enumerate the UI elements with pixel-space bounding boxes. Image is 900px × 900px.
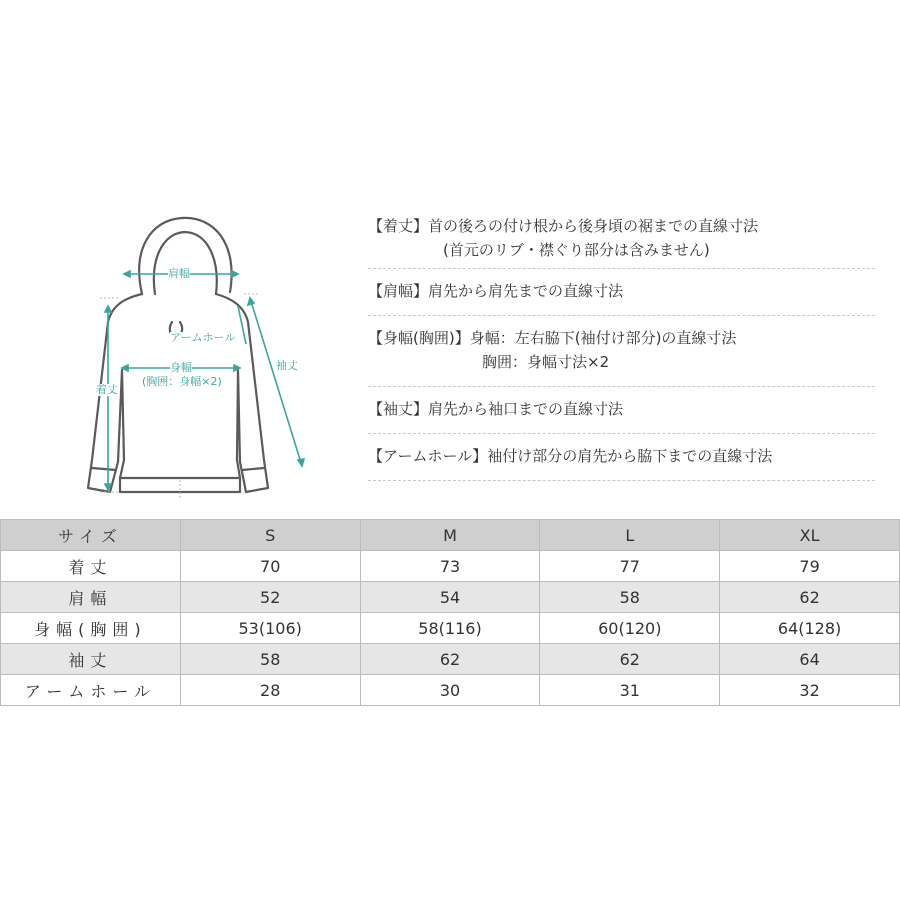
table-cell: 62 <box>720 582 900 613</box>
note-subtext: (首元のリブ・襟ぐり部分は含みません) <box>443 241 710 259</box>
table-cell: 62 <box>540 644 720 675</box>
label-armhole: アームホール <box>170 331 236 344</box>
note-text: 肩先から肩先までの直線寸法 <box>428 282 624 300</box>
note-text: 袖付け部分の肩先から脇下までの直線寸法 <box>487 447 773 465</box>
row-label: 袖丈 <box>1 644 181 675</box>
note-key: 【着丈】 <box>368 217 429 235</box>
table-row <box>1 613 900 644</box>
header-s: S <box>180 520 360 551</box>
table-cell: 32 <box>720 675 900 706</box>
row-label: 肩幅 <box>1 582 181 613</box>
hoodie-diagram <box>80 210 325 500</box>
table-cell: 73 <box>360 551 540 582</box>
label-body-width-note: (胸囲：身幅×2) <box>142 375 222 388</box>
table-cell: 28 <box>180 675 360 706</box>
row-label: 着丈 <box>1 551 181 582</box>
note-text: 身幅：左右脇下(袖付け部分)の直線寸法 <box>469 329 737 347</box>
table-cell: 64(128) <box>720 613 900 644</box>
table-cell: 31 <box>540 675 720 706</box>
size-table <box>0 519 900 706</box>
label-body-width: 身幅 <box>170 361 192 374</box>
note-key: 【袖丈】 <box>368 400 429 418</box>
hood-inner <box>154 232 217 294</box>
hoodie-illustration <box>80 210 325 500</box>
row-label: アームホール <box>1 675 181 706</box>
label-length: 着丈 <box>96 383 118 396</box>
note-subtext: 胸囲：身幅寸法×2 <box>482 353 610 371</box>
table-cell: 77 <box>540 551 720 582</box>
table-cell: 60(120) <box>540 613 720 644</box>
table-cell: 58(116) <box>360 613 540 644</box>
header-m: M <box>360 520 540 551</box>
note-length <box>368 210 875 268</box>
note-text: 首の後ろの付け根から後身頃の裾までの直線寸法 <box>428 217 759 235</box>
table-header-row <box>1 520 900 551</box>
table-cell: 62 <box>360 644 540 675</box>
note-key: 【アームホール】 <box>368 447 488 465</box>
table-row <box>1 551 900 582</box>
note-key: 【肩幅】 <box>368 282 429 300</box>
table-cell: 64 <box>720 644 900 675</box>
table-cell: 53(106) <box>180 613 360 644</box>
header-size: サイズ <box>1 520 181 551</box>
table-row <box>1 582 900 613</box>
note-key: 【身幅(胸囲)】 <box>368 329 470 347</box>
table-cell: 30 <box>360 675 540 706</box>
table-row <box>1 644 900 675</box>
label-shoulder: 肩幅 <box>168 267 190 280</box>
note-body-width <box>368 316 875 386</box>
note-shoulder <box>368 269 875 315</box>
table-cell: 54 <box>360 582 540 613</box>
note-sleeve <box>368 387 875 433</box>
table-cell: 70 <box>180 551 360 582</box>
table-row <box>1 675 900 706</box>
table-cell: 79 <box>720 551 900 582</box>
note-text: 肩先から袖口までの直線寸法 <box>428 400 624 418</box>
measurement-notes <box>368 210 875 481</box>
label-sleeve: 袖丈 <box>276 359 298 372</box>
table-cell: 58 <box>540 582 720 613</box>
note-armhole <box>368 434 875 480</box>
table-cell: 58 <box>180 644 360 675</box>
table-cell: 52 <box>180 582 360 613</box>
divider <box>368 480 875 481</box>
header-l: L <box>540 520 720 551</box>
row-label: 身幅(胸囲) <box>1 613 181 644</box>
header-xl: XL <box>720 520 900 551</box>
